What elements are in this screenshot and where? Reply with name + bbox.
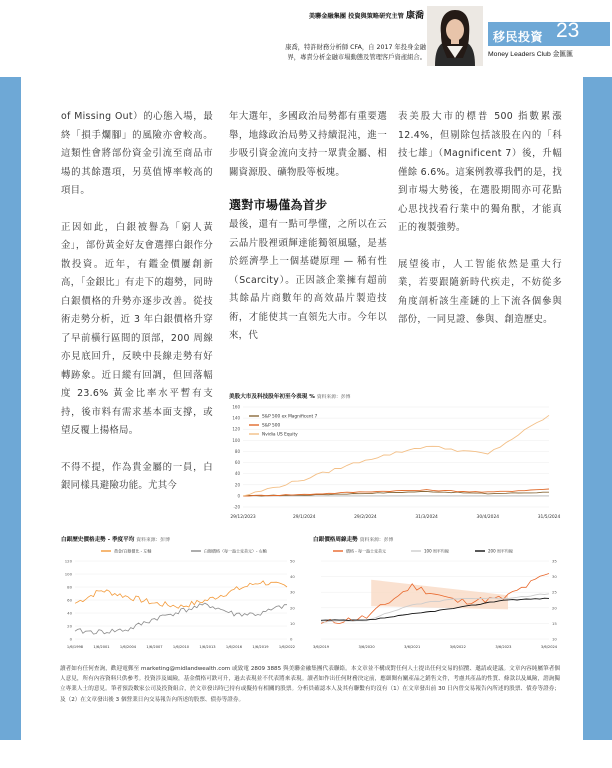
y-tick-label: 80 <box>67 584 72 590</box>
y-tick-label: 80 <box>234 448 240 454</box>
silver-history-chart <box>61 543 307 653</box>
paragraph: 展望後市，人工智能依然是重大行業，若要跟隨新時代疾走，不妨從多角度剖析該生產鏈的上下流各個參與部份，一同見證、參與、創造歷史。 <box>398 258 562 325</box>
left-color-band <box>0 77 21 740</box>
x-tick-label: 1/6/2007 <box>146 645 163 649</box>
x-tick-label: 3/6/2021 <box>404 645 421 649</box>
x-tick-label: 1/6/2010 <box>172 645 190 649</box>
top-chart <box>229 401 561 523</box>
y-tick-label: 0 <box>237 493 240 499</box>
y-tick-label: 120 <box>64 558 72 564</box>
y-tick-label: 20 <box>552 605 557 611</box>
silver-weekly-chart <box>313 543 561 653</box>
x-tick-label: 30/4/2024 <box>476 515 500 520</box>
y-tick-label: 30 <box>552 574 557 580</box>
x-tick-label: 3/6/2020 <box>358 645 375 649</box>
author-role: 美聯金融集團 投資與策略研究主管 <box>308 13 404 20</box>
club-name: Money Leaders Club 金匯匯 <box>488 51 573 58</box>
x-tick-label: 29/12/2023 <box>230 515 256 520</box>
column-2 <box>229 108 387 346</box>
column-3 <box>398 108 562 330</box>
y-right-tick-label: 20 <box>290 605 295 611</box>
y-right-tick-label: 0 <box>290 636 293 642</box>
legend-label: 價格 - 每一盎士兌美元 <box>346 548 386 554</box>
y-tick-label: -20 <box>233 504 240 510</box>
y-tick-label: 140 <box>232 415 240 421</box>
legend-label: 200 周平均線 <box>488 548 513 554</box>
paragraph: 不得不提，作為貴金屬的一員，白銀同樣具避險功能。尤其今 <box>61 461 213 491</box>
page-number: 23 <box>556 19 580 42</box>
legend-label: 白銀價格（每一盎士兌美元）- 右軸 <box>204 548 267 554</box>
y-tick-label: 60 <box>67 597 72 603</box>
x-tick-label: 31/5/2024 <box>537 515 561 520</box>
right-color-band <box>583 77 612 740</box>
legend-label: 黃金/白銀價比 - 左軸 <box>114 548 152 554</box>
y-tick-label: 25 <box>552 589 557 595</box>
section-heading: 選對市場僅為首步 <box>229 198 328 212</box>
author-bio-line: 界，專責分析金融市場動態及管理客戶資產組合。 <box>287 54 426 61</box>
y-right-tick-label: 50 <box>290 558 295 564</box>
section-header <box>487 4 612 68</box>
author-bio-line: 康喬，特許財務分析師 CFA，自 2017 年投身金融 <box>285 44 426 51</box>
y-tick-label: 35 <box>552 558 557 564</box>
x-tick-label: 1/6/2022 <box>278 645 296 649</box>
right-chart-title: 白銀價格周線走勢 資料來源：彭博 <box>313 537 394 543</box>
top-chart-title: 美股大市及科技股年初至今表現 % 資料來源：彭博 <box>229 394 351 400</box>
author-line <box>244 12 424 21</box>
disclaimer: 讀者如有任何查詢，歡迎電郵至 marketing@midlandwealth.com 或致電 2809 3885 與美聯金融集團代表聯絡。本文章並不構成對任何人士提出任何交易的招攬、邀請或建議。文章內容純屬筆者個人意見，所有內容資料只供參考。投資涉及風險，基金價格可跌可升，過去表現並不代表將來表現。讀者如作出任何財務決定前，應細閱有關產品之銷售文件，考慮其產品的性質、條款以及風險，諮詢獨立專業人士的意見。筆者預設數家公司及投資組合，於文章發出時已持有或擬持有相關的股票。分析員確認本人及其有聯繫有約沒有（1）在文章發出前 30 日內曾交易報告內所述的股票、債券等證券；及（2）在文章發出後 3 個營業日內交易報告內所述的股票、債券等證券。 <box>60 666 560 703</box>
x-tick-label: 29/2/2024 <box>354 515 377 520</box>
y-tick-label: 10 <box>552 636 557 642</box>
y-tick-label: 120 <box>232 426 240 432</box>
paragraph: 表美股大市的標普 500 指數累漲 12.4%，但剔除包括該股在內的「科技七雄」（Magnificent 7）後，升幅僅餘 6.6%。這案例教導我們的是，找到市場大勢後，在選股期間亦可花點心思找找看行業中的獨角獸，才能真正的複製強勢。 <box>398 111 562 233</box>
author-portrait <box>427 6 483 66</box>
x-tick-label: 3/6/2024 <box>540 645 558 649</box>
x-tick-label: 1/6/1998 <box>66 645 84 649</box>
y-tick-label: 100 <box>232 437 240 443</box>
y-tick-label: 0 <box>69 636 72 642</box>
x-tick-label: 3/6/2023 <box>495 645 512 649</box>
paragraph: 年大選年，多國政治局勢都有重要選舉，地緣政治局勢又持續混沌，進一步吸引資金流向支持一眾貴金屬、相關資源股、礦物股等板塊。 <box>229 111 387 178</box>
bottom-margin <box>0 740 612 768</box>
legend-label: S&P 500 <box>262 423 281 429</box>
paragraph: of Missing Out）的心態入場，最終「損手爛腳」的風險亦會較高。這類性會將部份資金引流至商品市場的其餘選項，另莫值博率較高的項目。 <box>61 111 213 196</box>
y-tick-label: 60 <box>234 460 240 466</box>
x-tick-label: 1/6/2004 <box>119 645 137 649</box>
x-tick-label: 1/6/2013 <box>199 645 216 649</box>
legend-label: 100 周平均線 <box>424 548 449 554</box>
y-tick-label: 100 <box>64 571 72 577</box>
author-bio <box>246 43 426 63</box>
left-chart-title: 白銀歷史價格走勢 - 季度平均 資料來源：彭博 <box>61 537 170 543</box>
y-right-tick-label: 10 <box>290 620 295 626</box>
y-tick-label: 15 <box>552 620 557 626</box>
y-tick-label: 20 <box>67 623 72 629</box>
x-tick-label: 1/6/2016 <box>225 645 243 649</box>
y-tick-label: 160 <box>232 404 240 410</box>
y-tick-label: 40 <box>234 471 240 477</box>
section-title: 移民投資 <box>493 30 544 44</box>
x-tick-label: 29/1/2024 <box>292 515 316 520</box>
x-tick-label: 31/3/2024 <box>415 515 438 520</box>
x-tick-label: 1/6/2019 <box>252 645 269 649</box>
column-1 <box>61 108 213 496</box>
paragraph: 正因如此，白銀被譽為「窮人黃金」，部份黃金好友會選擇白銀作分散投資。近年，有鑑金價屢創新高，「金銀比」有走下的趨勢，同時白銀價格的升勢亦逐步改善。從技術走勢分析，近 3 年白銀價格升穿了早前橫行區間的頂部，200 周線亦見底回升，反映中長線走勢有好轉跡象。近日縱有回調，但回落幅度 23.6% 黃金比率水平暫有支持，後市料有需求基本面支撐，或望反覆上揚格局。 <box>61 221 213 436</box>
y-right-tick-label: 40 <box>290 574 295 580</box>
y-tick-label: 40 <box>67 610 72 616</box>
x-tick-label: 1/6/2001 <box>93 645 110 649</box>
legend-label: Nvidia US Equity <box>262 432 298 438</box>
legend-label: S&P 500 ex Magnificent 7 <box>262 414 318 420</box>
author-name: 康喬 <box>405 11 424 21</box>
x-tick-label: 3/6/2019 <box>313 645 330 649</box>
chart-background <box>61 543 307 653</box>
paragraph: 最後，還有一點可學懂，之所以在云云晶片股裡頭輝達能獨領風騷，是基於經濟學上一個基礎原理 — 稀有性（Scarcity）。正因該企業擁有超前其餘晶片商數年的高效晶片製造技術，才能使其一直領先大市。今年以來，代 <box>229 219 387 341</box>
y-tick-label: 20 <box>234 482 240 488</box>
y-right-tick-label: 30 <box>290 589 295 595</box>
x-tick-label: 3/6/2022 <box>449 645 466 649</box>
